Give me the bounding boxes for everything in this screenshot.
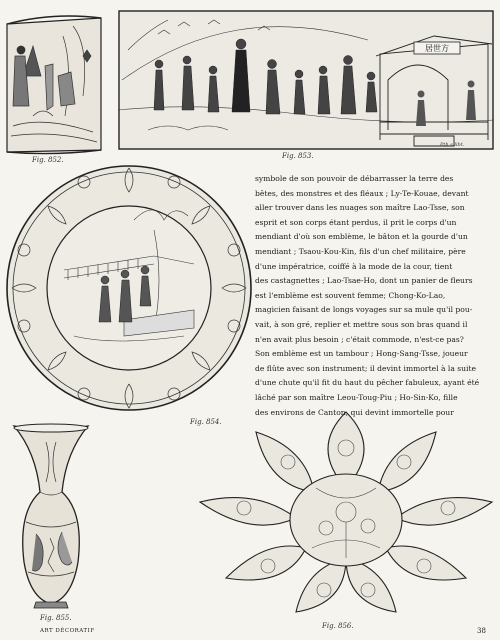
figure-854-caption: Fig. 854.	[190, 418, 222, 426]
text-line: Son emblème est un tambour ; Hong-Sang-Tsse, joueur	[255, 349, 468, 359]
page-number: 38	[477, 627, 486, 635]
figure-853-signature: Pth.s.libt.	[440, 142, 465, 148]
body-text	[255, 172, 490, 420]
text-line: lâché par son maître Leou-Toug-Piu ; Ho-Sin-Ko, fille	[255, 392, 458, 402]
figure-853-scene	[118, 10, 494, 150]
figure-852-vase	[3, 6, 105, 156]
cartouche-text: 居世方	[425, 44, 449, 53]
text-line: de flûte avec son instrument; il devint immortel à la suite	[255, 363, 477, 373]
text-line: magicien faisant de longs voyages sur sa mule qu'il pou-	[255, 305, 473, 315]
text-line: symbole de son pouvoir de débarrasser la terre des	[255, 174, 454, 183]
text-line: esprit et son corps étant perdus, il prit le corps d'un	[255, 217, 457, 227]
text-line: n'en avait plus besoin ; c'était commode, n'est-ce pas?	[255, 334, 464, 344]
figure-854-plate	[4, 160, 254, 415]
figure-855-caption: Fig. 855.	[40, 614, 72, 622]
text-line: bêtes, des monstres et des fléaux ; Ly-Te-Kouae, devant	[255, 188, 469, 198]
text-line: aller trouver dans les nuages son maître Lao-Tsse, son	[255, 203, 465, 213]
text-line: d'une impératrice, coiffé à la mode de la cour, tient	[255, 261, 453, 271]
figure-856-caption: Fig. 856.	[322, 622, 354, 630]
text-line: des castagnettes ; Lao-Tsae-Ho, dont un panier de fleurs	[255, 276, 473, 286]
text-line: d'une chute qu'il fit du haut du pêcher fabuleux, ayant été	[255, 378, 480, 388]
text-line: mendiant d'où son emblème, le bâton et la gourde d'un	[255, 232, 468, 242]
text-line: est l'emblème est souvent femme; Chong-Ko-Lao,	[255, 290, 446, 300]
text-line: des environs de Canton, qui devint immortelle pour	[255, 407, 454, 417]
text-line: vait, à son gré, replier et mettre sous son bras quand il	[255, 319, 468, 329]
text-line: mendiant ; Tsaou-Kou-Kin, fils d'un chef militaire, père	[255, 246, 466, 256]
figure-852-caption: Fig. 852.	[32, 156, 64, 164]
running-head: ART DÉCORATIF	[40, 628, 95, 634]
figure-853-caption: Fig. 853.	[282, 152, 314, 160]
figure-855-vase	[6, 422, 96, 610]
figure-856-lotus-dish	[196, 408, 496, 620]
